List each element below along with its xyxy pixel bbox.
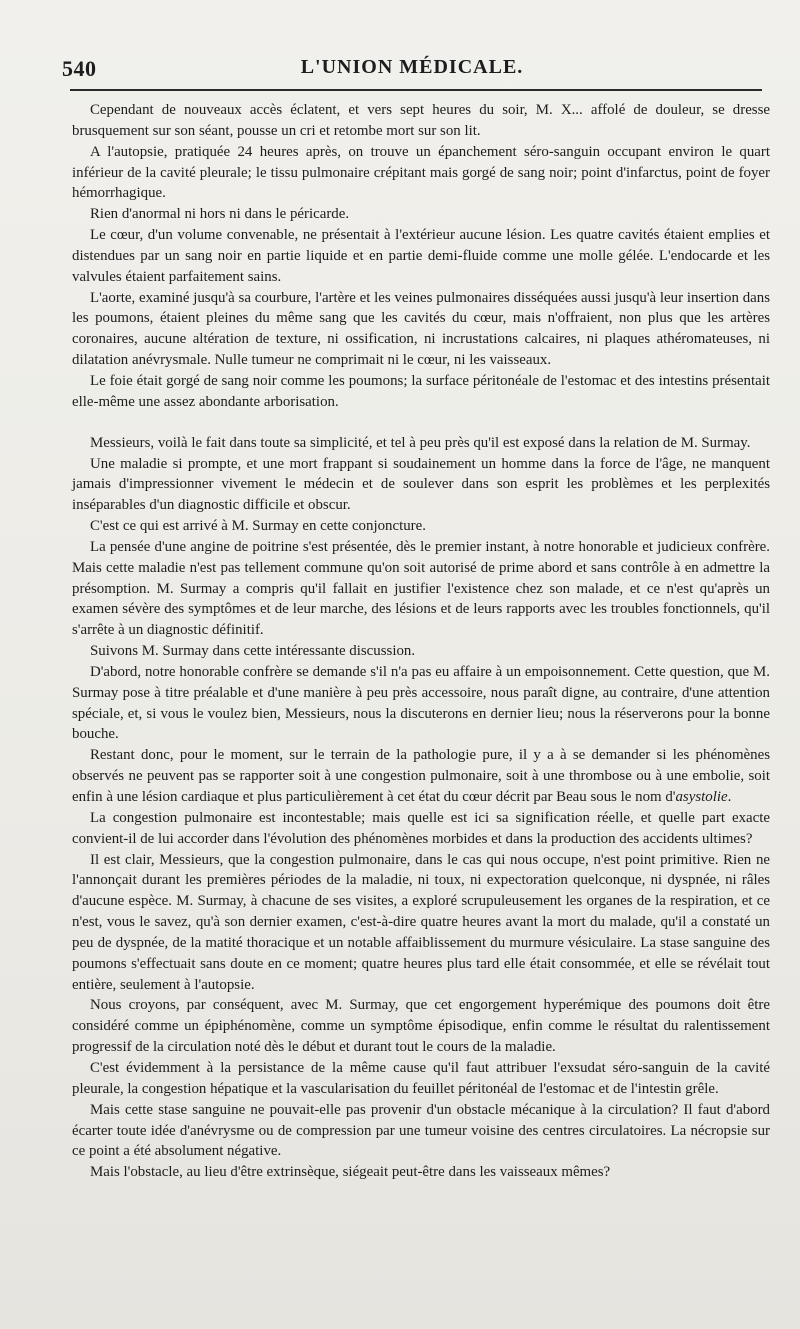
paragraph: Messieurs, voilà le fait dans toute sa simplicité, et tel à peu près qu'il est exposé dans la relation de M. Surmay. xyxy=(90,434,751,451)
paragraph: Mais cette stase sanguine ne pouvait-elle pas provenir d'un obstacle mécanique à la circulation? Il faut d'abord écarter toute idée d'anévrysme ou de compression par une tumeur voisine des centres circulatoires. La nécropsie sur ce point a été absolument négative. xyxy=(72,1101,770,1160)
paragraph: Cependant de nouveaux accès éclatent, et vers sept heures du soir, M. X... affolé de douleur, se dresse brusquement sur son séant, pousse un cri et retombe mort sur son lit. xyxy=(72,102,770,139)
paragraph-asystolie xyxy=(72,745,770,808)
paragraph: La congestion pulmonaire est incontestable; mais quelle est ici sa signification réelle, et quelle part exacte convient-il de lui accorder dans l'évolution des phénomènes morbides et dans la production des accidents ultimes? xyxy=(72,809,770,847)
italic-term: asystolie xyxy=(675,789,728,805)
paragraph: Mais l'obstacle, au lieu d'être extrinsèque, siégeait peut-être dans les vaisseaux mêmes? xyxy=(90,1164,611,1181)
paragraph-text: Restant donc, pour le moment, sur le terrain de la pathologie pure, il y a à se demander si les phénomènes observés ne peuvent pas se rapporter soit à une congestion pulmonaire, soit à une thrombose ou à une embolie, soit enfin à une lésion cardiaque et plus particulièrement à cet état du cœur décrit par Beau sous le nom d' xyxy=(72,747,770,805)
paragraph: Le foie était gorgé de sang noir comme les poumons; la surface péritonéale de l'estomac et des intestins présentait elle-même une assez abondante arborisation. xyxy=(72,372,770,410)
paragraph: Nous croyons, par conséquent, avec M. Surmay, que cet engorgement hyperémique des poumons doit être considéré comme un épiphénomène, comme un symptôme épisodique, enfin comme le résultat du ralentissement progressif de la circulation noté dès le début et durant tout le cours de la maladie. xyxy=(72,997,770,1056)
paragraph: Rien d'anormal ni hors ni dans le péricarde. xyxy=(90,206,350,223)
paragraph: Une maladie si prompte, et une mort frappant si soudainement un homme dans la force de l'âge, ne manquent jamais d'impressionner vivement le médecin et de soulever dans son esprit les problèmes et les perplexités inséparables d'un diagnostic difficile et obscur. xyxy=(72,455,770,514)
paragraph: Suivons M. Surmay dans cette intéressante discussion. xyxy=(90,643,416,660)
paragraph: La pensée d'une angine de poitrine s'est présentée, dès le premier instant, à notre honorable et judicieux confrère. Mais cette maladie n'est pas tellement commune qu'on soit autorisé de prime abord et sans contrôle à en admettre la présomption. M. Surmay a compris qu'il fallait en justifier l'existence chez son malade, et ce n'est qu'après un examen sévère des symptômes et de leur marche, des lésions et de leurs rapports avec les troubles fonctionnels, qu'il s'arrête à un diagnostic définitif. xyxy=(72,538,770,639)
paragraph: C'est ce qui est arrivé à M. Surmay en cette conjoncture. xyxy=(90,518,426,535)
article-body xyxy=(72,100,770,1183)
page-header xyxy=(62,52,762,86)
paragraph: C'est évidemment à la persistance de la même cause qu'il faut attribuer l'exsudat séro-sanguin de la cavité pleurale, la congestion hépatique et la vascularisation du feuillet péritonéal de l'estomac et de l'intestin grêle. xyxy=(72,1059,770,1097)
paragraph: Le cœur, d'un volume convenable, ne présentait à l'extérieur aucune lésion. Les quatre cavités étaient emplies et distendues par un sang noir en partie liquide et en partie demi-fluide comme une molle gélée. L'endocarde et les valvules étaient parfaitement sains. xyxy=(72,227,770,285)
running-title: L'UNION MÉDICALE. xyxy=(300,56,524,78)
paragraph: L'aorte, examiné jusqu'à sa courbure, l'artère et les veines pulmonaires disséquées aussi jusqu'à leur insertion dans les poumons, étaient pleines du même sang que les cavités du cœur, mais n'offraient, non plus que les artères coronaires, aucune altération de texture, ni ossification, ni incrustations calcaires, ni plaques athéromateuses, ni dilatation anévrysmale. Nulle tumeur ne comprimait ni le cœur, ni les vaisseaux. xyxy=(72,289,770,369)
page-number: 540 xyxy=(62,56,97,81)
header-rule xyxy=(70,89,762,91)
paragraph: A l'autopsie, pratiquée 24 heures après, on trouve un épanchement séro-sanguin occupant environ le quart inférieur de la cavité pleurale; le tissu pulmonaire crépitant mais gorgé de sang noir; point d'infarctus, point de foyer hémorrhagique. xyxy=(72,143,770,202)
paragraph: Il est clair, Messieurs, que la congestion pulmonaire, dans le cas qui nous occupe, n'est point primitive. Rien ne l'annonçait durant les premières périodes de la maladie, ni toux, ni expectoration quelconque, ni dyspnée, ni râles d'aucune espèce. M. Surmay, à chacune de ses visites, a exploré scrupuleusement les organes de la respiration, et ce n'est, vous le savez, qu'à son dernier examen, c'est-à-dire quatre heures avant la mort du malade, qu'il a constaté un peu de dyspnée, de la matité thoracique et un notable affaiblissement du murmure vésiculaire. La stase sanguine des poumons s'effectuait sans doute en ce moment; quatre heures plus tard elle était consommée, et elle se révélait tout entière, seulement à l'autopsie. xyxy=(72,851,770,993)
paragraph: D'abord, notre honorable confrère se demande s'il n'a pas eu affaire à un empoisonnement. Cette question, que M. Surmay pose à titre préalable et d'une manière à peu près accessoire, nous paraît digne, au contraire, d'une attention spéciale, et, si vous le voulez bien, Messieurs, nous la discuterons en dernier lieu; nous la réserverons pour la bonne bouche. xyxy=(72,663,770,743)
italic-term-suffix: . xyxy=(727,789,732,805)
